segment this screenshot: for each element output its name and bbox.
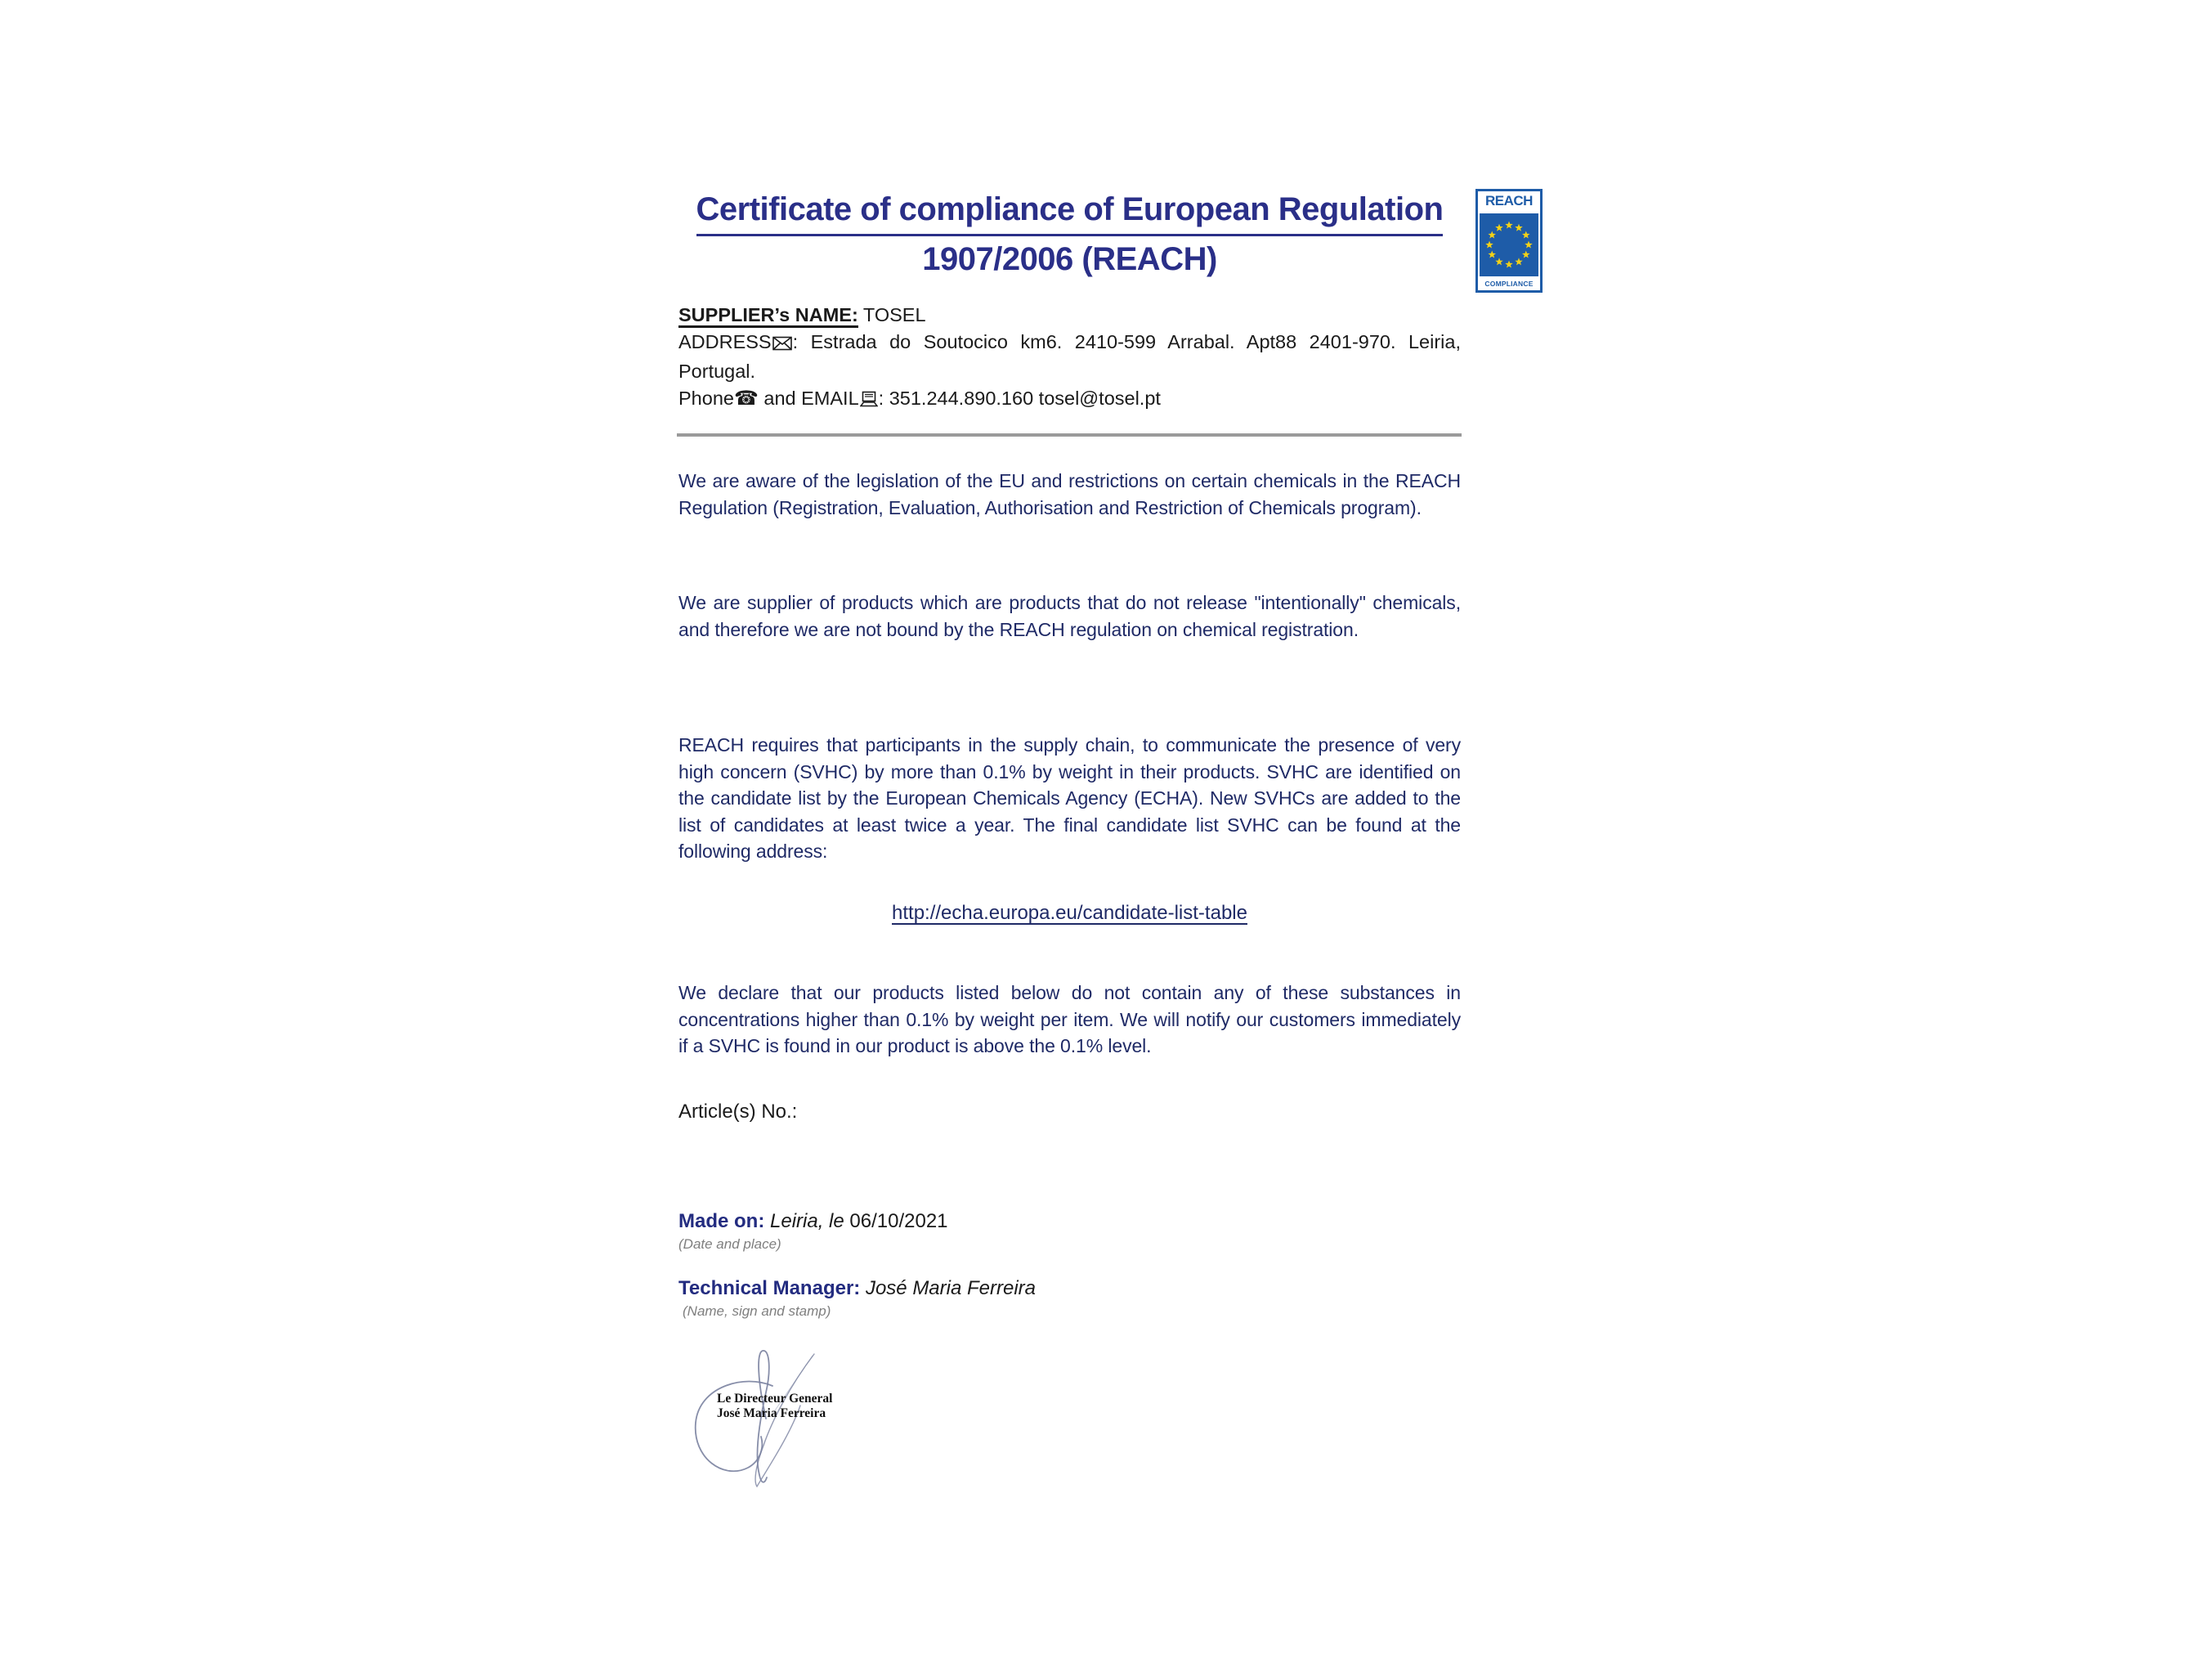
paragraph-supplier-products: We are supplier of products which are products that do not release "intentionally" chemicals, and therefore we are not bound by the REACH regulation on chemical registration. <box>678 592 1461 640</box>
address-value: : Estrada do Soutocico km6. 2410-599 Arrabal. Apt88 2401-970. Leiria, Portugal. <box>678 331 1461 382</box>
supplier-block <box>678 302 1461 415</box>
signature-title: Le Directeur General <box>717 1392 833 1406</box>
technical-manager-label: Technical Manager: <box>678 1277 861 1299</box>
reach-compliance-logo <box>1475 189 1543 293</box>
signature-scribble-icon <box>674 1341 849 1504</box>
signature-text <box>717 1392 832 1421</box>
eu-stars-flag-icon <box>1480 213 1538 276</box>
paragraph-reach-requires: REACH requires that participants in the supply chain, to communicate the presence of very high concern (SVHC) by more than 0.1% by weight in their products. SVHC are identified on the candidate list by the European Chemicals Agency (ECHA). New SVHCs are added to the list of candidates at least twice a year. The final candidate list SVHC can be found at the following address: <box>678 734 1461 862</box>
technical-manager-name: José Maria Ferreira <box>860 1277 1037 1299</box>
technical-manager-row <box>678 1277 1461 1300</box>
reach-logo-word: REACH <box>1485 193 1533 208</box>
signature-area <box>674 1341 849 1504</box>
supplier-name-row <box>678 302 1461 329</box>
paragraph-aware-legislation: We are aware of the legislation of the EU and restrictions on certain chemicals in the REACH Regulation (Registration, Evaluation, Authorisation and Restriction of Chemicals program). <box>678 470 1461 518</box>
made-on-date: 06/10/2021 <box>849 1210 948 1232</box>
supplier-contact-row <box>678 385 1461 415</box>
candidate-list-link-row <box>678 902 1461 925</box>
paragraph-declaration: We declare that our products listed below do not contain any of these substances in concentrations higher than 0.1% by weight per item. We will notify our customers immediately if a SVHC is found in our product is above the 0.1% level. <box>678 982 1461 1056</box>
supplier-name-label: SUPPLIER’s NAME: <box>678 304 858 328</box>
made-on-label: Made on: <box>678 1210 765 1232</box>
candidate-list-link[interactable]: http://echa.europa.eu/candidate-list-table <box>892 902 1247 924</box>
contact-value: : 351.244.890.160 tosel@tosel.pt <box>878 388 1161 409</box>
made-on-row <box>678 1210 1461 1233</box>
reach-logo-compliance-word: COMPLIANCE <box>1484 280 1534 288</box>
date-place-hint: (Date and place) <box>678 1236 781 1252</box>
supplier-address-row <box>678 329 1461 385</box>
envelope-icon <box>772 331 792 358</box>
title-line-2: 1907/2006 (REACH) <box>922 241 1217 277</box>
title-line-1: Certificate of compliance of European Regulation <box>696 186 1444 236</box>
signature-name: José Maria Ferreira <box>717 1406 826 1420</box>
address-label: ADDRESS <box>678 331 772 352</box>
phone-label: Phone <box>678 388 734 409</box>
horizontal-divider <box>677 433 1462 437</box>
phone-icon: ☎ <box>733 387 759 410</box>
laptop-icon <box>860 388 878 415</box>
made-on-place: Leiria, le <box>764 1210 850 1232</box>
page-title <box>678 186 1461 282</box>
name-sign-stamp-hint: (Name, sign and stamp) <box>683 1303 831 1319</box>
article-number-label: Article(s) No.: <box>678 1101 798 1123</box>
supplier-name-value: TOSEL <box>857 304 926 325</box>
email-label: and EMAIL <box>758 388 859 409</box>
